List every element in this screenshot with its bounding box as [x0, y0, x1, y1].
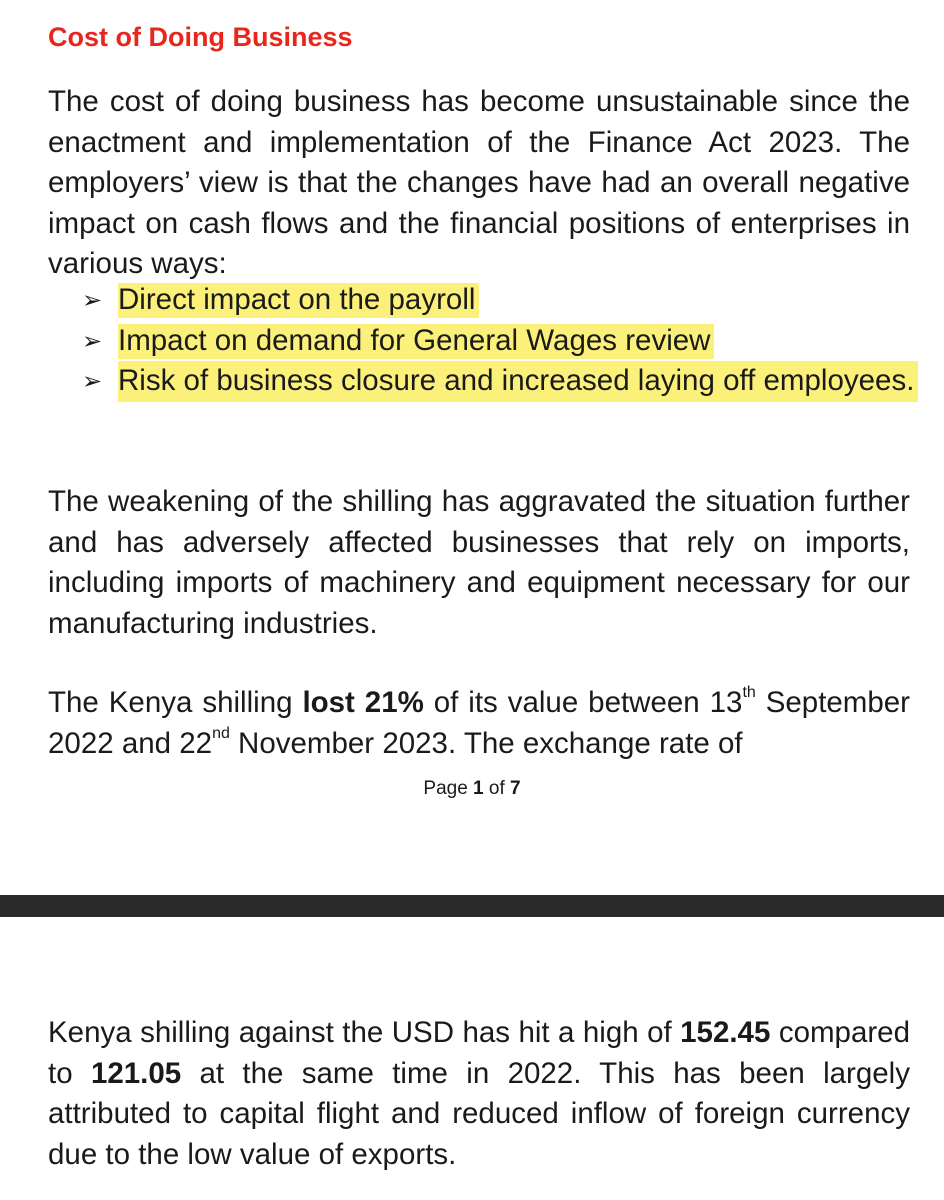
footer-text: of — [483, 778, 511, 799]
intro-paragraph: The cost of doing business has become unsustainable since the enactment and implementation of the Finance Act 2023. The employers’ view is that the changes have had an overall negative impact on cash flows and the financial positions of enterprises in various ways: — [48, 85, 910, 280]
text-run: at the same time in 2022. This has been largely attributed to capital flight and reduced inflow of foreign currency due to the low value of exports. — [48, 1056, 910, 1171]
text-run: compared to — [48, 1016, 910, 1090]
bullet-text: Impact on demand for General Wages review — [118, 324, 714, 359]
text-run: Kenya shilling against the USD has hit a high of — [48, 1016, 681, 1049]
page-number: 1 — [473, 778, 484, 799]
page-footer — [0, 778, 944, 800]
section-heading: Cost of Doing Business — [48, 22, 353, 52]
bullet-text: Risk of business closure and increased laying off employees. — [118, 361, 918, 402]
exchange-paragraph-continued — [48, 1013, 910, 1175]
document-page-2 — [0, 917, 944, 1200]
arrowhead-bullet-icon: ➢ — [82, 286, 103, 314]
text-run: September 2022 and 22 — [48, 686, 911, 760]
bold-figure: lost 21% — [302, 686, 424, 719]
page-divider — [0, 895, 944, 917]
text-run: The Kenya shilling — [48, 686, 303, 719]
bullet-list — [80, 280, 920, 402]
page-total: 7 — [510, 778, 521, 799]
bullet-item — [80, 321, 920, 362]
ordinal-suffix: nd — [212, 724, 230, 742]
exchange-paragraph-start — [48, 683, 910, 764]
shilling-weakening-paragraph: The weakening of the shilling has aggravated the situation further and has adversely affected businesses that rely on imports, including imports of machinery and equipment necessary for our manufacturing industries. — [48, 485, 910, 640]
bullet-item — [80, 361, 920, 402]
text-run: of its value between 13 — [423, 686, 743, 719]
bold-figure: 152.45 — [680, 1016, 771, 1049]
bullet-item — [80, 280, 920, 321]
arrowhead-bullet-icon: ➢ — [82, 367, 103, 395]
ordinal-suffix: th — [742, 684, 756, 702]
bullet-text: Direct impact on the payroll — [118, 283, 479, 318]
text-run: November 2023. The exchange rate of — [229, 726, 743, 760]
footer-text: Page — [423, 778, 474, 799]
bold-figure: 121.05 — [90, 1056, 182, 1090]
arrowhead-bullet-icon: ➢ — [82, 326, 103, 355]
